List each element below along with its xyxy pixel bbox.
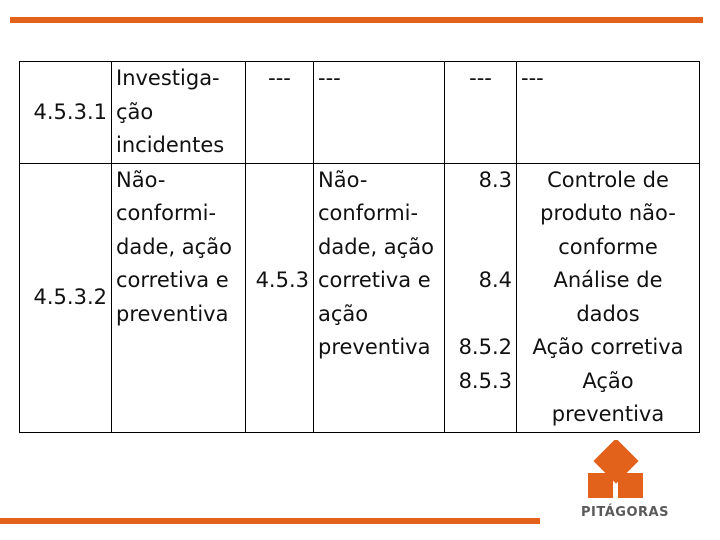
row-code: 4.5.3.2 (20, 163, 112, 432)
bottom-accent-bar (0, 518, 540, 524)
ref-title-cell: Controle de produto não- conforme Análise de dados Ação corretiva Ação preventiva (517, 163, 700, 432)
ref-title-cell: --- (314, 62, 445, 164)
ref-cell: --- (445, 62, 517, 164)
table-row (20, 163, 700, 432)
table-row (20, 62, 700, 164)
row-code: 4.5.3.1 (20, 62, 112, 164)
row-title: Investiga- ção incidentes (112, 62, 246, 164)
top-accent-bar (10, 17, 703, 23)
row-title: Não- conformi- dade, ação corretiva e preventiva (112, 163, 246, 432)
logo-square-right (618, 473, 643, 498)
ref-cell: 8.3 8.4 8.5.2 8.5.3 (445, 163, 517, 432)
ref-cell: 4.5.3 (246, 163, 314, 432)
ref-title-cell: --- (517, 62, 700, 164)
logo-wordmark: PITÁGORAS (581, 505, 669, 520)
standards-correspondence-table (19, 61, 700, 433)
logo-square-left (588, 473, 613, 498)
ref-title-cell: Não- conformi- dade, ação corretiva e ação preventiva (314, 163, 445, 432)
ref-cell: --- (246, 62, 314, 164)
